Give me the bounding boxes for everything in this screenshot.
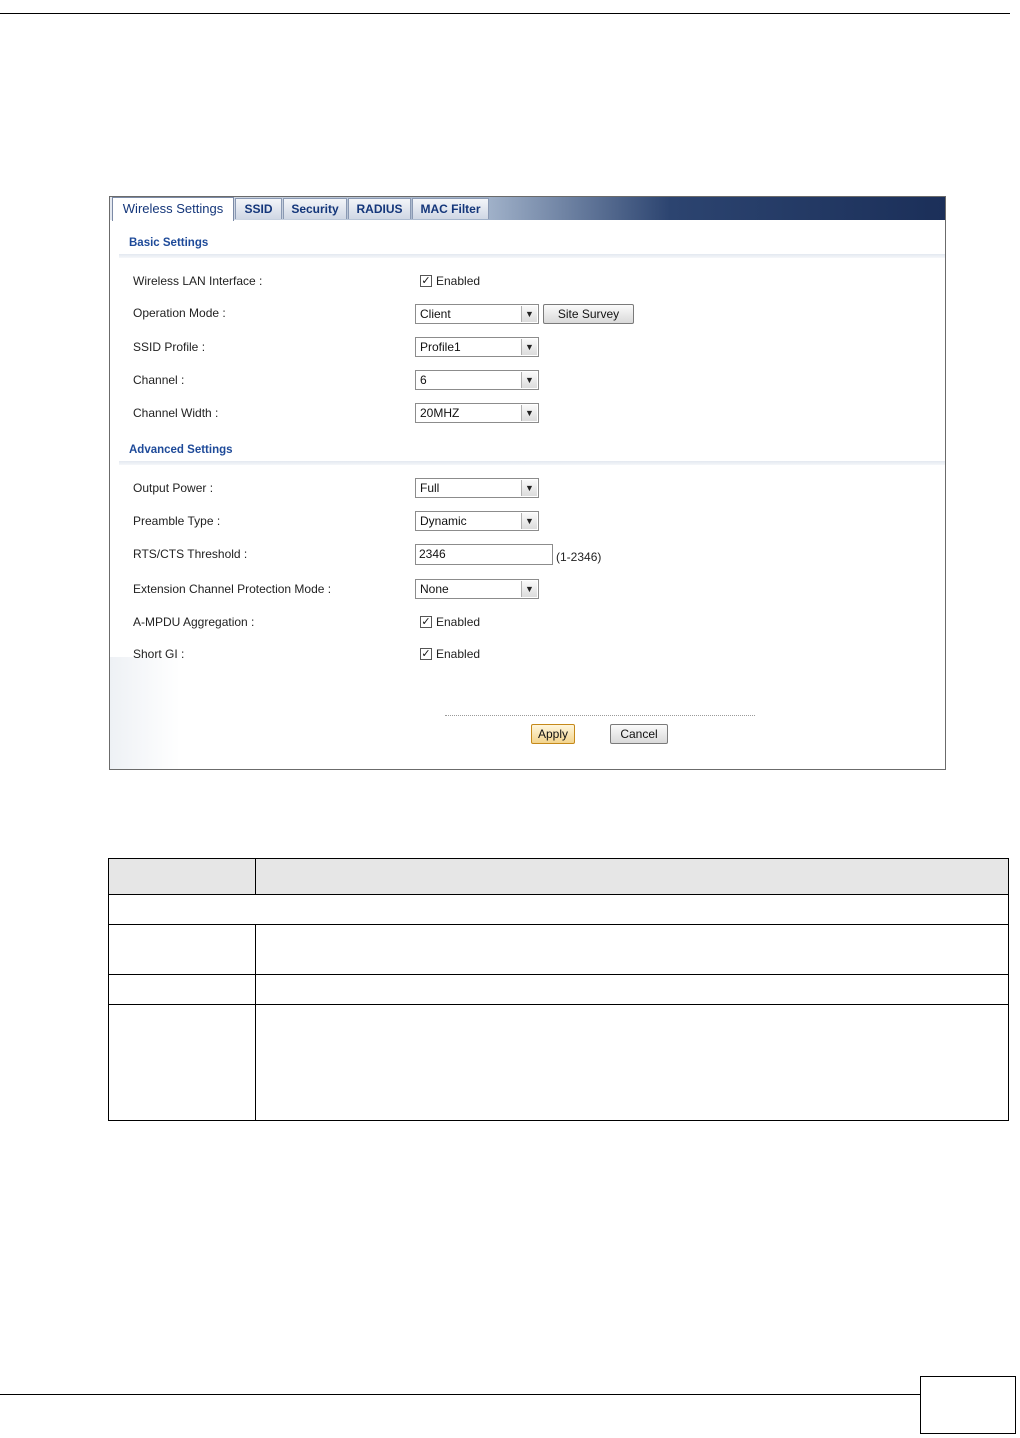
table-cell	[256, 975, 1009, 1005]
chevron-down-icon: ▼	[521, 339, 537, 355]
tab-security[interactable]: Security	[283, 198, 347, 219]
rts-cts-range-hint: (1-2346)	[556, 550, 602, 564]
button-divider	[445, 715, 755, 716]
check-icon: ✓	[421, 648, 431, 660]
table-header-cell	[109, 859, 256, 895]
description-table	[108, 858, 1009, 1121]
table-cell	[109, 1005, 256, 1121]
channel-select[interactable]	[415, 370, 539, 390]
advanced-settings-heading: Advanced Settings	[129, 444, 233, 456]
table-row	[109, 1005, 1009, 1121]
table-cell	[256, 925, 1009, 975]
table-cell	[109, 925, 256, 975]
operation-mode-label: Operation Mode :	[133, 306, 226, 320]
channel-value: 6	[420, 373, 427, 387]
table-cell	[109, 895, 1009, 925]
tab-bar	[110, 197, 945, 220]
ssid-profile-label: SSID Profile :	[133, 340, 206, 354]
decorative-shade	[110, 657, 180, 769]
tab-wireless-settings[interactable]: Wireless Settings	[112, 197, 234, 221]
output-power-select[interactable]	[415, 478, 539, 498]
ampdu-enabled-label: Enabled	[436, 615, 481, 629]
chevron-down-icon: ▼	[521, 513, 537, 529]
operation-mode-select[interactable]	[415, 304, 539, 324]
channel-width-label: Channel Width :	[133, 406, 219, 420]
tab-mac-filter[interactable]: MAC Filter	[412, 198, 489, 219]
chevron-down-icon: ▼	[521, 372, 537, 388]
check-icon: ✓	[421, 616, 431, 628]
preamble-type-label: Preamble Type :	[133, 514, 221, 528]
short-gi-label: Short GI :	[133, 647, 185, 661]
short-gi-enabled-label: Enabled	[436, 647, 481, 661]
table-row	[109, 925, 1009, 975]
ampdu-aggregation-checkbox[interactable]	[420, 616, 432, 628]
table-header-cell	[256, 859, 1009, 895]
output-power-value: Full	[420, 481, 440, 495]
page-number-box	[920, 1376, 1016, 1434]
ssid-profile-value: Profile1	[420, 340, 461, 354]
rts-cts-threshold-label: RTS/CTS Threshold :	[133, 547, 248, 561]
output-power-label: Output Power :	[133, 481, 214, 495]
site-survey-button[interactable]: Site Survey	[543, 304, 634, 324]
channel-width-select[interactable]	[415, 403, 539, 423]
tab-ssid[interactable]: SSID	[235, 198, 282, 219]
preamble-type-value: Dynamic	[420, 514, 467, 528]
preamble-type-select[interactable]	[415, 511, 539, 531]
extension-channel-protection-select[interactable]	[415, 579, 539, 599]
apply-button[interactable]: Apply	[531, 724, 575, 744]
ssid-profile-select[interactable]	[415, 337, 539, 357]
section-divider	[119, 461, 945, 465]
short-gi-checkbox[interactable]	[420, 648, 432, 660]
table-cell	[256, 1005, 1009, 1121]
rts-cts-threshold-input[interactable]: 2346	[415, 544, 553, 565]
header-rule	[0, 13, 1010, 14]
chevron-down-icon: ▼	[521, 405, 537, 421]
wireless-lan-label: Wireless LAN Interface :	[133, 274, 263, 288]
table-row	[109, 895, 1009, 925]
cancel-button[interactable]: Cancel	[610, 724, 668, 744]
channel-label: Channel :	[133, 373, 185, 387]
ampdu-aggregation-label: A-MPDU Aggregation :	[133, 615, 255, 629]
wireless-lan-checkbox[interactable]	[420, 275, 432, 287]
wireless-lan-enabled-label: Enabled	[436, 274, 481, 288]
extension-channel-protection-label: Extension Channel Protection Mode :	[133, 582, 332, 596]
table-header-row	[109, 859, 1009, 895]
extension-channel-protection-value: None	[420, 582, 449, 596]
chevron-down-icon: ▼	[521, 480, 537, 496]
section-divider	[119, 254, 945, 258]
footer-rule	[0, 1394, 920, 1395]
chevron-down-icon: ▼	[521, 306, 537, 322]
table-cell	[109, 975, 256, 1005]
table-row	[109, 975, 1009, 1005]
wireless-settings-panel	[109, 196, 946, 770]
chevron-down-icon: ▼	[521, 581, 537, 597]
check-icon: ✓	[421, 275, 431, 287]
basic-settings-heading: Basic Settings	[129, 237, 209, 249]
operation-mode-value: Client	[420, 307, 451, 321]
tab-radius[interactable]: RADIUS	[348, 198, 411, 219]
channel-width-value: 20MHZ	[420, 406, 460, 420]
